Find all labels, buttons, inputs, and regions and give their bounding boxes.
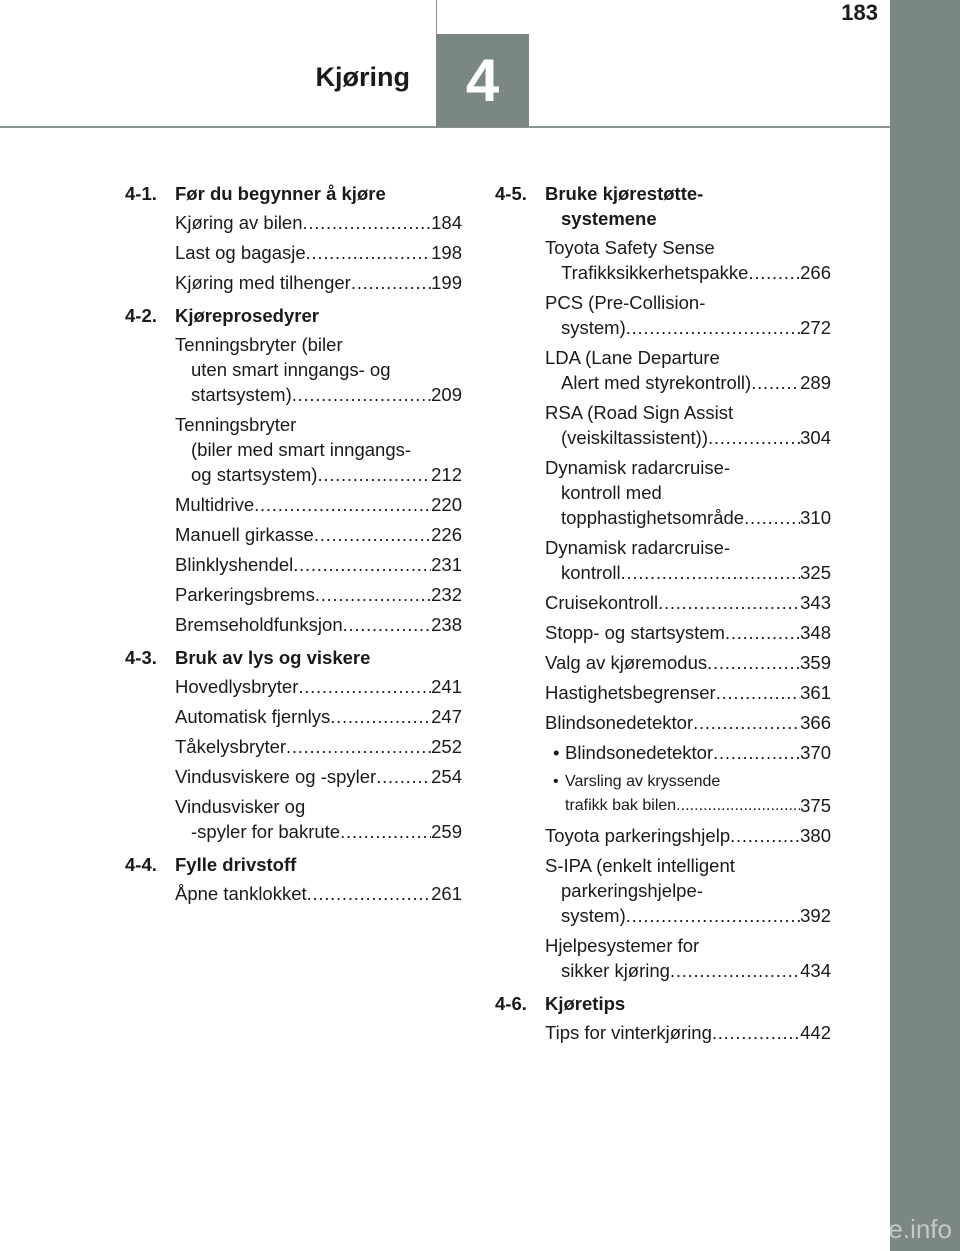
toc-entry[interactable] [545, 710, 831, 735]
page-ref: 209 [431, 384, 462, 405]
toc-entry[interactable] [545, 620, 831, 645]
chapter-number-box [436, 34, 529, 127]
entry-line [545, 823, 831, 848]
entry-text: Vindusvisker og [175, 796, 306, 817]
toc-entry[interactable] [545, 823, 831, 848]
page-ref: 272 [800, 317, 831, 338]
dot-leader [376, 764, 431, 789]
entry-line [545, 560, 831, 585]
dot-leader [670, 958, 800, 983]
dot-leader [626, 903, 800, 928]
page-number: 183 [841, 0, 878, 25]
dot-leader [286, 734, 431, 759]
entry-text: kontroll [561, 562, 621, 583]
entry-text: Cruisekontroll [545, 592, 659, 613]
dot-leader [314, 522, 431, 547]
section-title-line: Før du begynner å kjøre [175, 183, 386, 204]
entry-line [545, 933, 831, 958]
entry-line [545, 505, 831, 530]
toc-entry[interactable] [545, 1020, 831, 1045]
entry-line [545, 680, 831, 705]
entry-text: PCS (Pre-Collision- [545, 292, 706, 313]
entry-text: Tenningsbryter [175, 414, 297, 435]
page-ref: 198 [431, 242, 462, 263]
dot-leader [658, 590, 800, 615]
toc-entry[interactable] [545, 590, 831, 615]
entry-text: (biler med smart inngangs- [191, 439, 412, 460]
entry-line [175, 412, 462, 437]
dot-leader [712, 1020, 800, 1045]
entry-line [175, 612, 462, 637]
dot-leader [707, 650, 800, 675]
entry-text: topphastighetsområde [561, 507, 745, 528]
entry-text: Tips for vinterkjøring [545, 1022, 712, 1043]
entry-text: Last og bagasje [175, 242, 306, 263]
page-ref: 310 [800, 507, 831, 528]
entry-line [545, 853, 831, 878]
entry-text: kontroll med [561, 482, 662, 503]
page-ref: 241 [431, 676, 462, 697]
entry-line [545, 878, 831, 903]
entry-text: Varsling av kryssende [565, 773, 721, 790]
header-vertical-divider [436, 0, 437, 34]
toc-sub-entry[interactable] [553, 740, 831, 765]
entry-line [545, 958, 831, 983]
entry-line [545, 455, 831, 480]
entry-line [175, 704, 462, 729]
page-ref: 252 [431, 736, 462, 757]
entry-text: sikker kjøring [561, 960, 670, 981]
entry-text: Hastighetsbegrenser [545, 682, 716, 703]
section-number: 4-6. [495, 993, 527, 1014]
entry-text: Automatisk fjernlys [175, 706, 331, 727]
section-heading [495, 991, 831, 1016]
section-title [545, 181, 831, 231]
entry-line [545, 370, 831, 395]
toc-entry[interactable] [545, 853, 831, 928]
entry-line [175, 522, 462, 547]
entry-text: Blindsonedetektor [545, 712, 694, 733]
page-ref: 199 [431, 272, 462, 293]
entry-text: Tåkelysbryter [175, 736, 287, 757]
entry-line [175, 881, 462, 906]
entry-line [175, 674, 462, 699]
page-ref: 375 [800, 795, 831, 816]
page-ref: 370 [800, 742, 831, 763]
toc-entry[interactable] [545, 290, 831, 340]
dot-leader [693, 710, 800, 735]
entry-text: trafikk bak bilen [565, 797, 677, 814]
toc-entry[interactable] [545, 455, 831, 530]
entry-line [553, 770, 831, 794]
entry-line [545, 650, 831, 675]
entry-text: Tenningsbryter (biler [175, 334, 343, 355]
dot-leader [306, 240, 431, 265]
entry-text: -spyler for bakrute [191, 821, 341, 842]
section-title-line: systemene [561, 208, 657, 229]
toc-entry[interactable] [175, 794, 462, 844]
entry-text: Hovedlysbryter [175, 676, 299, 697]
toc-entry[interactable] [175, 492, 462, 517]
section-title-line: Bruke kjørestøtte- [545, 183, 704, 204]
entry-line [175, 382, 462, 407]
section-title [175, 181, 462, 206]
page-ref: 266 [800, 262, 831, 283]
page-ref: 348 [800, 622, 831, 643]
entry-text: Åpne tanklokket [175, 883, 307, 904]
section-title [175, 645, 462, 670]
section-title [175, 852, 462, 877]
entry-line [175, 582, 462, 607]
toc-left-column [125, 181, 462, 911]
toc-entry[interactable] [545, 933, 831, 983]
section-heading [125, 645, 462, 670]
dot-leader [293, 552, 431, 577]
dot-leader [676, 794, 800, 818]
entry-text: (veiskiltassistent)) [561, 427, 708, 448]
dot-leader [298, 674, 431, 699]
toc-entry[interactable] [175, 522, 462, 547]
page-ref: 359 [800, 652, 831, 673]
entry-text: system) [561, 905, 626, 926]
entry-line [175, 240, 462, 265]
entry-line [175, 794, 462, 819]
dot-leader [626, 315, 800, 340]
section-number: 4-3. [125, 647, 157, 668]
entry-line [553, 740, 831, 765]
dot-leader [351, 270, 431, 295]
section-heading [125, 181, 462, 206]
page-ref: 343 [800, 592, 831, 613]
page-ref: 366 [800, 712, 831, 733]
entry-line [545, 400, 831, 425]
entry-text: Dynamisk radarcruise- [545, 537, 731, 558]
entry-line [175, 734, 462, 759]
page-ref: 226 [431, 524, 462, 545]
entry-text: Kjøring med tilhenger [175, 272, 351, 293]
dot-leader [315, 582, 431, 607]
dot-leader [303, 210, 432, 235]
entry-text: Toyota Safety Sense [545, 237, 715, 258]
toc-entry[interactable] [175, 552, 462, 577]
dot-leader [292, 382, 431, 407]
section-heading [125, 852, 462, 877]
dot-leader [254, 492, 431, 517]
entry-line [175, 357, 462, 382]
section-title-line: Kjøretips [545, 993, 626, 1014]
dot-leader [330, 704, 431, 729]
entry-text: Dynamisk radarcruise- [545, 457, 731, 478]
toc-entry[interactable] [175, 612, 462, 637]
entry-line [545, 710, 831, 735]
entry-text: Parkeringsbrems [175, 584, 315, 605]
entry-line [545, 315, 831, 340]
entry-text: Valg av kjøremodus [545, 652, 708, 673]
entry-line [545, 590, 831, 615]
toc-entry[interactable] [545, 235, 831, 285]
entry-text: LDA (Lane Departure [545, 347, 720, 368]
entry-text: system) [561, 317, 626, 338]
entry-text: Manuell girkasse [175, 524, 314, 545]
entry-line [175, 552, 462, 577]
entry-text: S-IPA (enkelt intelligent [545, 855, 735, 876]
entry-text: uten smart inngangs- og [191, 359, 391, 380]
section-number: 4-2. [125, 305, 157, 326]
bullet-icon: • [553, 742, 560, 763]
entry-line [545, 903, 831, 928]
dot-leader [343, 612, 432, 637]
dot-leader [713, 740, 800, 765]
toc-entry[interactable] [175, 704, 462, 729]
dot-leader [621, 560, 800, 585]
entry-text: Trafikksikkerhetspakke [561, 262, 749, 283]
entry-text: startsystem) [191, 384, 292, 405]
entry-line [175, 819, 462, 844]
page-ref: 261 [431, 883, 462, 904]
entry-line [545, 290, 831, 315]
entry-text: Multidrive [175, 494, 255, 515]
watermark: carmanualsonline.info [699, 1214, 952, 1244]
section-heading [495, 181, 831, 231]
toc-entry[interactable] [175, 270, 462, 295]
entry-text: Hjelpesystemer for [545, 935, 700, 956]
bullet-icon: • [553, 773, 559, 790]
entry-text: Blindsonedetektor [565, 742, 714, 763]
section-title [545, 991, 831, 1016]
chapter-title: Kjøring [315, 62, 410, 92]
page-ref: 254 [431, 766, 462, 787]
entry-text: Toyota parkeringshjelp [545, 825, 731, 846]
dot-leader [340, 819, 431, 844]
entry-line [545, 1020, 831, 1045]
entry-line [175, 210, 462, 235]
chapter-number: 4 [465, 47, 500, 114]
page-ref: 184 [431, 212, 462, 233]
page-ref: 289 [800, 372, 831, 393]
toc-entry[interactable] [175, 332, 462, 407]
toc-entry[interactable] [175, 582, 462, 607]
dot-leader [751, 370, 800, 395]
entry-line [175, 492, 462, 517]
entry-line [545, 235, 831, 260]
page-ref: 392 [800, 905, 831, 926]
section-number: 4-4. [125, 854, 157, 875]
section-title-line: Kjøreprosedyrer [175, 305, 319, 326]
dot-leader [748, 260, 800, 285]
entry-line [175, 437, 462, 462]
entry-line [175, 270, 462, 295]
dot-leader [708, 425, 800, 450]
entry-text: Kjøring av bilen [175, 212, 303, 233]
page-ref: 232 [431, 584, 462, 605]
chapter-side-tab [890, 0, 960, 1251]
toc-entry[interactable] [175, 412, 462, 487]
section-heading [125, 303, 462, 328]
toc-sub-entry[interactable] [553, 770, 831, 818]
entry-text: Stopp- og startsystem [545, 622, 725, 643]
page-ref: 259 [431, 821, 462, 842]
page-ref: 380 [800, 825, 831, 846]
toc-entry[interactable] [545, 535, 831, 585]
entry-line [545, 425, 831, 450]
toc-entry[interactable] [545, 680, 831, 705]
page-ref: 238 [431, 614, 462, 635]
page-ref: 212 [431, 464, 462, 485]
entry-line [545, 535, 831, 560]
entry-line [175, 462, 462, 487]
dot-leader [725, 620, 800, 645]
dot-leader [307, 881, 431, 906]
toc-entry[interactable] [175, 734, 462, 759]
section-title-line: Fylle drivstoff [175, 854, 297, 875]
dot-leader [730, 823, 800, 848]
entry-text: Blinklyshendel [175, 554, 294, 575]
section-title [175, 303, 462, 328]
page-ref: 247 [431, 706, 462, 727]
toc-entry[interactable] [175, 674, 462, 699]
page-ref: 220 [431, 494, 462, 515]
toc-entry[interactable] [545, 650, 831, 675]
dot-leader [744, 505, 800, 530]
entry-text: Bremseholdfunksjon [175, 614, 343, 635]
page-ref: 231 [431, 554, 462, 575]
entry-line [175, 764, 462, 789]
page-ref: 434 [800, 960, 831, 981]
section-number: 4-1. [125, 183, 157, 204]
section-title-line: Bruk av lys og viskere [175, 647, 371, 668]
page-ref: 442 [800, 1022, 831, 1043]
page-ref: 325 [800, 562, 831, 583]
toc-entry[interactable] [545, 345, 831, 395]
entry-line [545, 620, 831, 645]
toc-right-column [495, 181, 831, 1050]
entry-line [545, 345, 831, 370]
toc-entry[interactable] [175, 210, 462, 235]
entry-text: og startsystem) [191, 464, 318, 485]
entry-text: Vindusviskere og -spyler [175, 766, 377, 787]
toc-entry[interactable] [175, 764, 462, 789]
entry-text: Alert med styrekontroll) [561, 372, 752, 393]
dot-leader [317, 462, 431, 487]
toc-entry[interactable] [175, 240, 462, 265]
entry-line [175, 332, 462, 357]
entry-line [553, 794, 831, 818]
page-ref: 361 [800, 682, 831, 703]
page-ref: 304 [800, 427, 831, 448]
entry-line [545, 260, 831, 285]
toc-entry[interactable] [175, 881, 462, 906]
dot-leader [716, 680, 800, 705]
entry-line [545, 480, 831, 505]
entry-text: parkeringshjelpe- [561, 880, 703, 901]
toc-entry[interactable] [545, 400, 831, 450]
section-number: 4-5. [495, 183, 527, 204]
entry-text: RSA (Road Sign Assist [545, 402, 734, 423]
